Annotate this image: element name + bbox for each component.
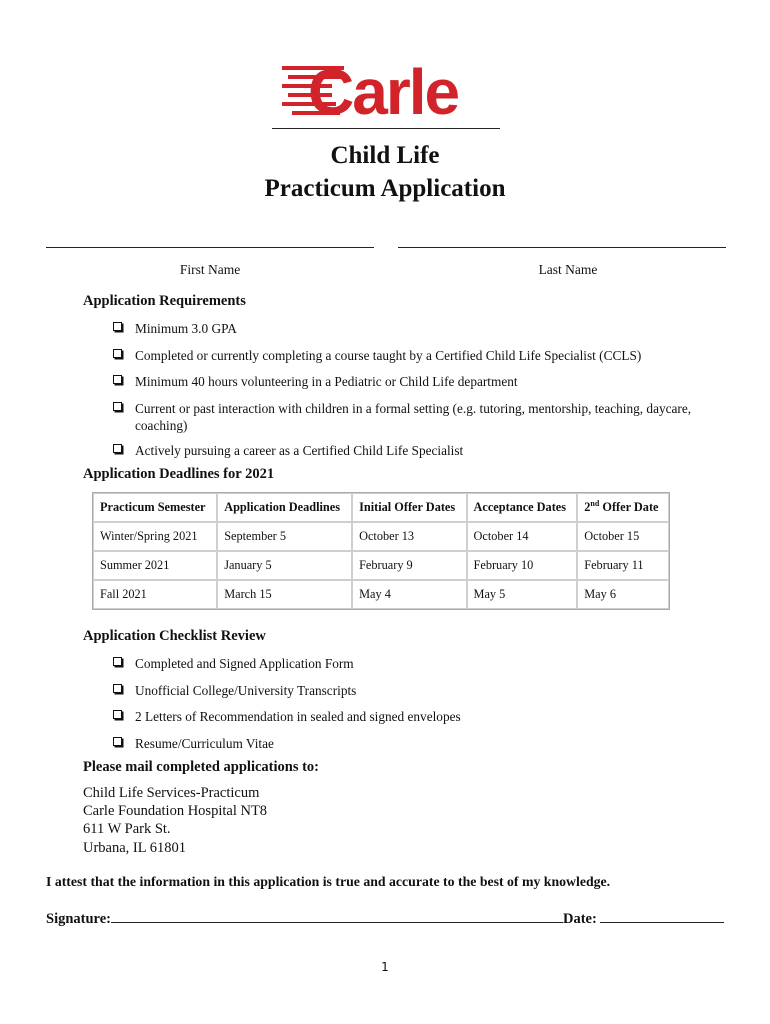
attestation-statement: I attest that the information in this application is true and accurate to the best of my knowledge. (46, 874, 611, 889)
table-cell: January 5 (217, 551, 352, 580)
date-field[interactable] (600, 908, 724, 923)
address-line: Carle Foundation Hospital NT8 (83, 803, 268, 820)
address-line: Urbana, IL 61801 (83, 839, 186, 856)
last-name-label: Last Name (538, 262, 598, 277)
table-row (93, 522, 669, 551)
checkbox-icon[interactable] (113, 737, 122, 746)
checkbox-icon[interactable] (113, 349, 122, 358)
checklist-item: Resume/Curriculum Vitae (113, 735, 703, 752)
address-line: Child Life Services-Practicum (83, 785, 260, 801)
table-row (93, 580, 669, 609)
table-cell: Winter/Spring 2021 (93, 522, 217, 551)
checklist-item: Completed and Signed Application Form (113, 655, 703, 672)
checkbox-icon[interactable] (113, 402, 122, 411)
table-cell: October 14 (467, 522, 578, 551)
checkbox-icon[interactable] (113, 684, 122, 693)
checkbox-icon[interactable] (113, 657, 122, 666)
first-name-field[interactable] (46, 247, 374, 248)
column-header: 2nd Offer Date (577, 493, 669, 522)
column-header: Acceptance Dates (467, 493, 578, 522)
table-cell: Fall 2021 (93, 580, 217, 609)
carle-logo (282, 58, 492, 120)
requirement-item: Minimum 3.0 GPA (113, 320, 703, 337)
table-cell: February 9 (352, 551, 466, 580)
table-cell: Summer 2021 (93, 551, 217, 580)
date-label: Date: (563, 911, 597, 927)
checklist-item: 2 Letters of Recommendation in sealed and signed envelopes (113, 708, 703, 725)
page-title-line-1: Child Life (330, 142, 440, 169)
logo-wordmark: Carle (308, 58, 459, 120)
table-cell: May 4 (352, 580, 466, 609)
first-name-label: First Name (179, 262, 241, 277)
mailing-heading: Please mail completed applications to: (83, 759, 320, 775)
table-cell: October 15 (577, 522, 669, 551)
deadlines-heading: Application Deadlines for 2021 (83, 466, 275, 482)
signature-label: Signature: (46, 911, 111, 927)
signature-field[interactable] (111, 908, 563, 923)
checkbox-icon[interactable] (113, 322, 122, 331)
table-cell: February 10 (467, 551, 578, 580)
checkbox-icon[interactable] (113, 444, 122, 453)
requirement-item: Minimum 40 hours volunteering in a Pediatric or Child Life department (113, 373, 703, 390)
deadlines-table (92, 492, 670, 610)
requirement-item: Completed or currently completing a course taught by a Certified Child Life Specialist (CCLS) (113, 347, 703, 364)
address-line: 611 W Park St. (83, 821, 171, 838)
table-cell: October 13 (352, 522, 466, 551)
column-header: Application Deadlines (217, 493, 352, 522)
table-cell: February 11 (577, 551, 669, 580)
checklist-item: Unofficial College/University Transcripts (113, 682, 703, 699)
checklist-heading: Application Checklist Review (83, 628, 266, 644)
table-cell: May 5 (467, 580, 578, 609)
table-row (93, 551, 669, 580)
table-header-row (93, 493, 669, 522)
checkbox-icon[interactable] (113, 375, 122, 384)
signature-row (46, 908, 736, 928)
requirements-heading: Application Requirements (83, 293, 246, 309)
page-number: 1 (381, 960, 389, 974)
table-cell: September 5 (217, 522, 352, 551)
requirement-item: Current or past interaction with children in a formal setting (e.g. tutoring, mentorship, teaching, daycare, coaching) (113, 400, 703, 434)
table-cell: May 6 (577, 580, 669, 609)
column-header: Initial Offer Dates (352, 493, 466, 522)
last-name-field[interactable] (398, 247, 726, 248)
logo-underline (272, 128, 500, 129)
requirement-item: Actively pursuing a career as a Certified Child Life Specialist (113, 442, 703, 459)
column-header: Practicum Semester (93, 493, 217, 522)
table-cell: March 15 (217, 580, 352, 609)
page-title-line-2: Practicum Application (264, 175, 506, 202)
checkbox-icon[interactable] (113, 710, 122, 719)
mailing-address (83, 784, 267, 857)
